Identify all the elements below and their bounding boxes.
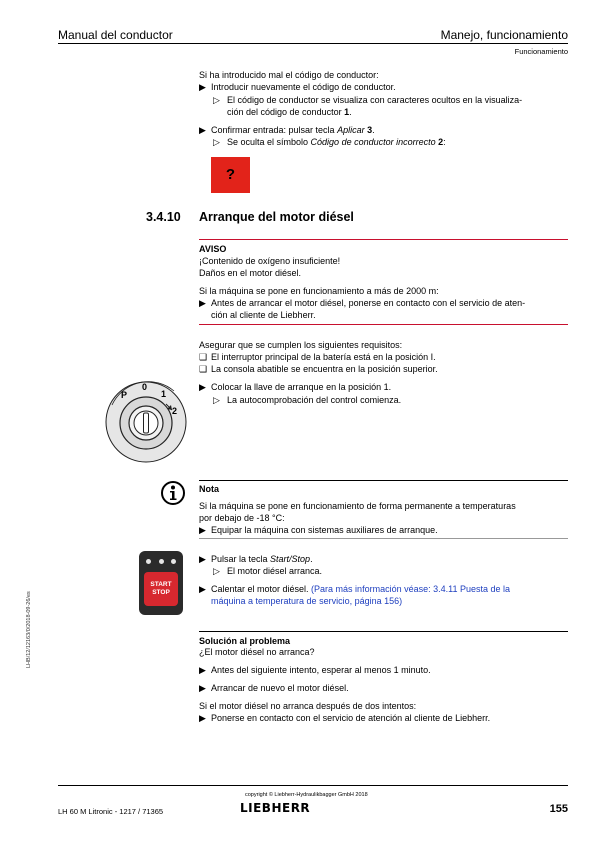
led-icon — [171, 559, 176, 564]
aviso-top-rule — [199, 239, 568, 240]
punct: . — [372, 125, 375, 135]
key-position-label: 2 — [172, 406, 178, 416]
liebherr-logo: LIEBHERR — [240, 801, 311, 815]
intro-step-1-text: Introducir nuevamente el código de conductor. — [211, 82, 396, 92]
footer-model-code: LH 60 M Litronic - 1217 / 71365 — [58, 807, 164, 816]
requirement-item — [199, 363, 438, 375]
key-name: Start/Stop — [270, 554, 311, 564]
led-icon — [159, 559, 164, 564]
solution-step-1-text: Antes del siguiente intento, esperar al menos 1 minuto. — [211, 665, 431, 675]
step-arrow-icon: ▶ — [199, 584, 206, 594]
start-stop-key — [144, 572, 178, 606]
aviso-step-cont: ción al cliente de Liebherr. — [211, 310, 316, 320]
info-icon — [160, 480, 186, 506]
note-top-rule — [199, 480, 568, 481]
step-arrow-icon: ▶ — [199, 665, 206, 675]
step-arrow-icon: ▶ — [199, 525, 206, 535]
ref-number: 1 — [344, 107, 350, 117]
intro-line: Si ha introducido mal el código de conductor: — [199, 70, 379, 80]
punct: : — [443, 137, 446, 147]
solution-question: ¿El motor diésel no arranca? — [199, 647, 315, 657]
cross-reference-link[interactable]: (Para más información véase: 3.4.11 Puesta de la — [311, 584, 510, 594]
aviso-step-text-a: Antes de arrancar el motor diésel, ponerse en contacto con el servicio de aten- — [211, 298, 526, 308]
start-result — [213, 565, 322, 577]
key-step-text: Colocar la llave de arranque en la posición 1. — [211, 382, 392, 392]
note-bottom-rule — [199, 538, 568, 539]
aviso-step — [199, 297, 525, 309]
header-divider — [58, 43, 568, 44]
note-line-1: Si la máquina se pone en funcionamiento de forma permanente a temperaturas — [199, 501, 516, 511]
stop-label: STOP — [152, 589, 170, 596]
aviso-line-1: ¡Contenido de oxígeno insuficiente! — [199, 256, 341, 266]
solution-top-rule — [199, 631, 568, 632]
step-arrow-icon: ▶ — [199, 382, 206, 392]
aviso-line-2: Daños en el motor diésel. — [199, 268, 302, 278]
solution-step-3-text: Ponerse en contacto con el servicio de atención al cliente de Liebherr. — [211, 713, 491, 723]
start-label: START — [150, 581, 172, 588]
intro-result-1-text-a: El código de conductor se visualiza con caracteres ocultos en la visualiza- — [227, 95, 523, 105]
key-position-label: 0 — [142, 382, 148, 392]
intro-result-2 — [213, 136, 446, 148]
key-result — [213, 394, 401, 406]
aviso-line-3: Si la máquina se pone en funcionamiento a más de 2000 m: — [199, 286, 439, 296]
solution-heading: Solución al problema — [199, 636, 291, 646]
incorrect-code-symbol: ? — [211, 157, 250, 193]
page-number: 155 — [549, 803, 568, 815]
footer-divider — [58, 785, 568, 786]
start-step — [199, 553, 313, 565]
warmup-step-text: Calentar el motor diésel. — [211, 584, 312, 594]
header-subsection: Funcionamiento — [514, 47, 568, 56]
solution-step-1 — [199, 664, 431, 676]
solution-line: Si el motor diésel no arranca después de dos intentos: — [199, 701, 417, 711]
intro-result-1-cont — [227, 106, 352, 118]
section-number: 3.4.10 — [146, 210, 181, 224]
step-arrow-icon: ▶ — [199, 82, 206, 92]
intro-step-1 — [199, 81, 396, 93]
result-arrow-icon: ▷ — [213, 137, 220, 147]
key-position-label: P — [121, 390, 128, 400]
requirement-text: La consola abatible se encuentra en la posición superior. — [211, 364, 438, 374]
cross-reference-link-cont[interactable]: máquina a temperatura de servicio, página 156) — [211, 596, 403, 606]
solution-step-3 — [199, 712, 490, 724]
ref-number: 3 — [364, 125, 373, 135]
start-stop-button-icon — [139, 551, 183, 615]
footer-copyright: copyright © Liebherr-Hydraulikbagger GmbH 2018 — [245, 792, 368, 798]
header-chapter-title: Manejo, funcionamiento — [440, 28, 568, 42]
step-arrow-icon: ▶ — [199, 125, 206, 135]
header-manual-title: Manual del conductor — [58, 28, 173, 42]
aviso-bottom-rule — [199, 324, 568, 325]
start-step-text: Pulsar la tecla — [211, 554, 271, 564]
requirement-item — [199, 351, 436, 363]
key-name: Aplicar — [337, 125, 365, 135]
key-result-text: La autocomprobación del control comienza. — [227, 395, 402, 405]
punct: . — [349, 107, 352, 117]
symbol-name: Código de conductor incorrecto — [310, 137, 436, 147]
intro-result-1-text-b: ción del código de conductor — [227, 107, 345, 117]
solution-step-2-text: Arrancar de nuevo el motor diésel. — [211, 683, 349, 693]
document-side-code: LHB/12/12163/0/2018-09-26/es — [26, 591, 32, 668]
note-step-text: Equipar la máquina con sistemas auxiliares de arranque. — [211, 525, 438, 535]
section-title: Arranque del motor diésel — [199, 210, 354, 224]
ref-number: 2 — [435, 137, 444, 147]
key-position-label: 1 — [161, 389, 167, 399]
intro-result-2-text: Se oculta el símbolo — [227, 137, 311, 147]
punct: . — [310, 554, 313, 564]
solution-step-2 — [199, 682, 349, 694]
start-result-text: El motor diésel arranca. — [227, 566, 323, 576]
step-arrow-icon: ▶ — [199, 713, 206, 723]
note-line-2: por debajo de -18 °C: — [199, 513, 285, 523]
requirements-intro: Asegurar que se cumplen los siguientes requisitos: — [199, 340, 403, 350]
aviso-heading: AVISO — [199, 244, 227, 254]
step-arrow-icon: ▶ — [199, 554, 206, 564]
step-arrow-icon: ▶ — [199, 683, 206, 693]
step-arrow-icon: ▶ — [199, 298, 206, 308]
requirement-text: El interruptor principal de la batería está en la posición I. — [211, 352, 436, 362]
intro-step-2 — [199, 124, 375, 136]
checkbox-icon: ❑ — [199, 352, 208, 362]
ignition-key-switch-icon — [100, 377, 190, 467]
result-arrow-icon: ▷ — [213, 95, 220, 105]
checkbox-icon: ❑ — [199, 364, 208, 374]
result-arrow-icon: ▷ — [213, 566, 220, 576]
note-heading: Nota — [199, 484, 219, 494]
note-step — [199, 524, 438, 536]
result-arrow-icon: ▷ — [213, 395, 220, 405]
intro-step-2-text: Confirmar entrada: pulsar tecla — [211, 125, 338, 135]
led-icon — [146, 559, 151, 564]
key-step — [199, 381, 391, 393]
warmup-step — [199, 583, 510, 595]
intro-result-1 — [213, 94, 522, 106]
